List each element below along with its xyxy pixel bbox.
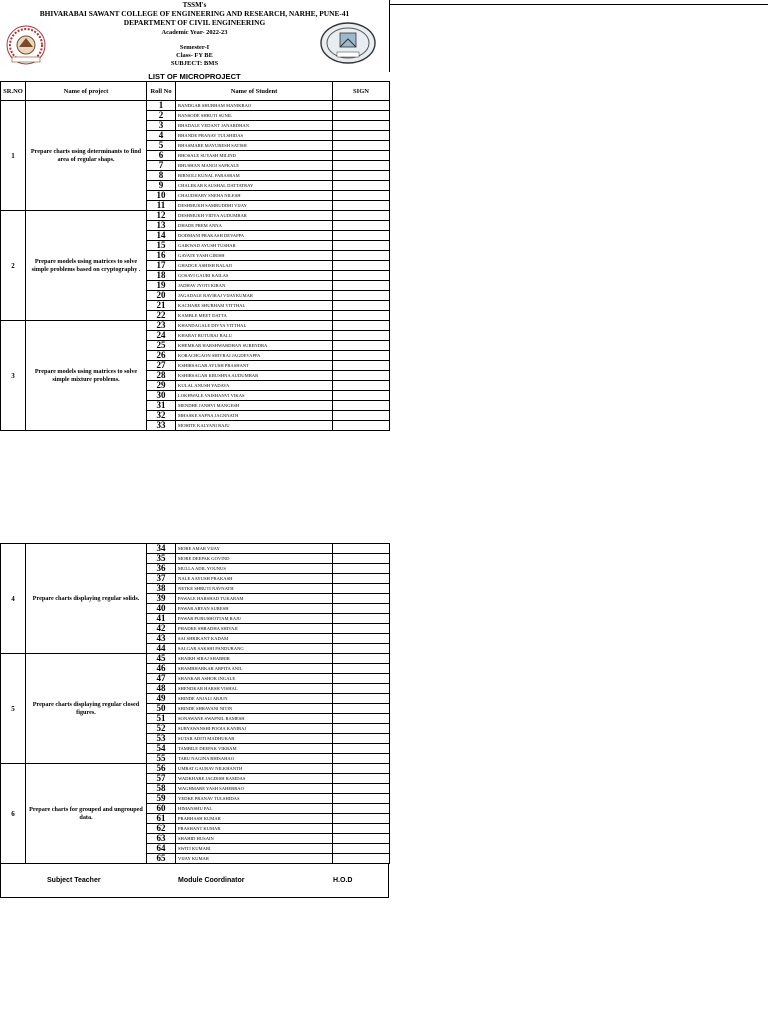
trust-name: TSSM's xyxy=(182,1,207,9)
roll-number: 46 xyxy=(147,664,176,674)
sign-cell[interactable] xyxy=(333,604,390,614)
roll-number: 9 xyxy=(147,181,176,191)
student-name: TAMBILE DEEPAK VIKRAM xyxy=(176,744,333,754)
student-name: KAMBLE MEET DATTA xyxy=(176,311,333,321)
roll-number: 37 xyxy=(147,574,176,584)
project-title: Prepare charts displaying regular solids. xyxy=(26,544,147,654)
student-name: BANDGAR SHUBHAM MANIKRAO xyxy=(176,101,333,111)
roll-number: 13 xyxy=(147,221,176,231)
roll-number: 56 xyxy=(147,764,176,774)
roll-number: 5 xyxy=(147,141,176,151)
sign-cell[interactable] xyxy=(333,251,390,261)
roll-number: 16 xyxy=(147,251,176,261)
sign-cell[interactable] xyxy=(333,331,390,341)
roll-number: 7 xyxy=(147,161,176,171)
sign-cell[interactable] xyxy=(333,694,390,704)
student-name: SURYAWANSHI POOJA KANIRAJ xyxy=(176,724,333,734)
roll-number: 14 xyxy=(147,231,176,241)
roll-number: 52 xyxy=(147,724,176,734)
sign-cell[interactable] xyxy=(333,401,390,411)
sign-cell[interactable] xyxy=(333,381,390,391)
column-roll: Roll No xyxy=(147,82,176,101)
roll-number: 33 xyxy=(147,421,176,431)
student-name: JADHAV JYOTI KIRAN xyxy=(176,281,333,291)
department-name: DEPARTMENT OF CIVIL ENGINEERING xyxy=(123,18,266,27)
student-name: KULAL ANUSH YADAVA xyxy=(176,381,333,391)
roll-number: 32 xyxy=(147,411,176,421)
student-name: DODMANI PRAKASH DEVAPPA xyxy=(176,231,333,241)
page-rule xyxy=(390,4,768,5)
roll-number: 47 xyxy=(147,674,176,684)
student-name: DESHMUKH VIDYA AUDUMBAR xyxy=(176,211,333,221)
sign-cell[interactable] xyxy=(333,141,390,151)
roll-number: 24 xyxy=(147,331,176,341)
sign-cell[interactable] xyxy=(333,644,390,654)
roll-number: 19 xyxy=(147,281,176,291)
roll-number: 25 xyxy=(147,341,176,351)
roll-number: 10 xyxy=(147,191,176,201)
table-row xyxy=(1,654,390,664)
project-sr-no: 1 xyxy=(1,101,26,211)
student-name: PHADKE SHRADHA SHIVAJI xyxy=(176,624,333,634)
project-sr-no: 5 xyxy=(1,654,26,764)
list-title: LIST OF MICROPROJECT xyxy=(148,72,241,81)
roll-number: 26 xyxy=(147,351,176,361)
sheet-page-1 xyxy=(0,0,390,432)
roll-number: 21 xyxy=(147,301,176,311)
student-name: MORE DEEPAK GOVIND xyxy=(176,554,333,564)
sign-cell[interactable] xyxy=(333,754,390,764)
student-name: PRASHANT KUMAR xyxy=(176,824,333,834)
sign-cell[interactable] xyxy=(333,594,390,604)
sign-cell[interactable] xyxy=(333,584,390,594)
document-header xyxy=(0,0,390,81)
sign-cell[interactable] xyxy=(333,411,390,421)
roll-number: 3 xyxy=(147,121,176,131)
student-name: BHANDE PRANAV TULSHIDAS xyxy=(176,131,333,141)
sign-cell[interactable] xyxy=(333,361,390,371)
student-name: GAVATE YASH GIRISH xyxy=(176,251,333,261)
roll-number: 54 xyxy=(147,744,176,754)
roll-number: 18 xyxy=(147,271,176,281)
department-emblem-logo xyxy=(319,21,377,65)
student-name: KHARAT RUTURAJ BALU xyxy=(176,331,333,341)
sign-cell[interactable] xyxy=(333,704,390,714)
sign-cell[interactable] xyxy=(333,281,390,291)
hod-label: H.O.D xyxy=(333,877,353,884)
sign-cell[interactable] xyxy=(333,121,390,131)
sign-cell[interactable] xyxy=(333,191,390,201)
sign-cell[interactable] xyxy=(333,171,390,181)
roll-number: 20 xyxy=(147,291,176,301)
table-row xyxy=(1,211,390,221)
sign-cell[interactable] xyxy=(333,161,390,171)
sign-cell[interactable] xyxy=(333,774,390,784)
subject: SUBJECT: BMS xyxy=(170,60,219,67)
student-name: KACHARE SHUBHAM VITTHAL xyxy=(176,301,333,311)
student-name: HIMANSHU PAL xyxy=(176,804,333,814)
student-name: WAGHMARE YASH SAHEBRAO xyxy=(176,784,333,794)
sign-cell[interactable] xyxy=(333,554,390,564)
sign-cell[interactable] xyxy=(333,624,390,634)
student-name: GAIKWAD AYUSH TUSHAR xyxy=(176,241,333,251)
student-name: SHANKAR ASHOK INGALE xyxy=(176,674,333,684)
sign-cell[interactable] xyxy=(333,311,390,321)
student-name: MENDHE JANHVI MANGESH xyxy=(176,401,333,411)
table-header-row xyxy=(1,82,390,101)
student-name: GHADGE ASHISH BALAJI xyxy=(176,261,333,271)
roll-number: 62 xyxy=(147,824,176,834)
student-name: YEDKE PRANAV TULSHIDAS xyxy=(176,794,333,804)
student-name: PAWAR ARYAN SURESH xyxy=(176,604,333,614)
roll-number: 57 xyxy=(147,774,176,784)
student-name: VIJAY KUMAR xyxy=(176,854,333,864)
sign-cell[interactable] xyxy=(333,834,390,844)
microproject-table-1 xyxy=(0,81,390,431)
roll-number: 65 xyxy=(147,854,176,864)
sign-cell[interactable] xyxy=(333,854,390,864)
roll-number: 64 xyxy=(147,844,176,854)
roll-number: 41 xyxy=(147,614,176,624)
sign-cell[interactable] xyxy=(333,151,390,161)
roll-number: 30 xyxy=(147,391,176,401)
roll-number: 2 xyxy=(147,111,176,121)
student-name: KHEMKAR HARSHWARDHAN SURENDRA xyxy=(176,341,333,351)
roll-number: 42 xyxy=(147,624,176,634)
roll-number: 1 xyxy=(147,101,176,111)
student-name: TARU NAGINA BHISAHAO xyxy=(176,754,333,764)
roll-number: 12 xyxy=(147,211,176,221)
sign-cell[interactable] xyxy=(333,241,390,251)
student-name: SHENDKAR HARSH VISHAL xyxy=(176,684,333,694)
sign-cell[interactable] xyxy=(333,101,390,111)
student-name: DHADE PREM ANNA xyxy=(176,221,333,231)
roll-number: 49 xyxy=(147,694,176,704)
sign-cell[interactable] xyxy=(333,231,390,241)
microproject-table-2 xyxy=(0,543,390,864)
roll-number: 29 xyxy=(147,381,176,391)
sign-cell[interactable] xyxy=(333,421,390,431)
student-name: KHANDAGALE DIVYA VITTHAL xyxy=(176,321,333,331)
table-row xyxy=(1,764,390,774)
academic-year: Academic Year- 2022-23 xyxy=(161,29,228,36)
sign-cell[interactable] xyxy=(333,291,390,301)
project-sr-no: 2 xyxy=(1,211,26,321)
roll-number: 63 xyxy=(147,834,176,844)
roll-number: 17 xyxy=(147,261,176,271)
sign-cell[interactable] xyxy=(333,221,390,231)
project-title: Prepare models using matrices to solve simple problems based on cryptography . xyxy=(26,211,147,321)
roll-number: 43 xyxy=(147,634,176,644)
student-name: SHINDE ANJALI ARJUN xyxy=(176,694,333,704)
roll-number: 48 xyxy=(147,684,176,694)
student-name: KORACHGAON SHIVRAJ JAGDEVAPPA xyxy=(176,351,333,361)
column-student: Name of Student xyxy=(176,82,333,101)
student-name: MORE AMAR VIJAY xyxy=(176,544,333,554)
subject-teacher-label: Subject Teacher xyxy=(47,877,101,884)
roll-number: 58 xyxy=(147,784,176,794)
roll-number: 61 xyxy=(147,814,176,824)
sign-cell[interactable] xyxy=(333,341,390,351)
sign-cell[interactable] xyxy=(333,674,390,684)
project-sr-no: 6 xyxy=(1,764,26,864)
student-name: JAGADALE RAVIRAJ VIJAYKUMAR xyxy=(176,291,333,301)
sign-cell[interactable] xyxy=(333,804,390,814)
project-title: Prepare models using matrices to solve simple mixture problems. xyxy=(26,321,147,431)
student-name: NALE AAYUSH PRAKASH xyxy=(176,574,333,584)
student-name: PAWAR PURUSHOTTAM RAJU xyxy=(176,614,333,624)
roll-number: 50 xyxy=(147,704,176,714)
student-name: DESHMUKH SAMRUDDHI VIJAY xyxy=(176,201,333,211)
sign-cell[interactable] xyxy=(333,131,390,141)
sign-cell[interactable] xyxy=(333,724,390,734)
student-name: SUTAR ADITI MADHUKAR xyxy=(176,734,333,744)
project-title: Prepare charts using determinants to find area of regular shaps. xyxy=(26,101,147,211)
sign-cell[interactable] xyxy=(333,794,390,804)
sign-cell[interactable] xyxy=(333,201,390,211)
roll-number: 59 xyxy=(147,794,176,804)
sheet-page-2 xyxy=(0,543,390,899)
student-name: BHADALE VEDANT JANARDHAN xyxy=(176,121,333,131)
sign-cell[interactable] xyxy=(333,784,390,794)
roll-number: 6 xyxy=(147,151,176,161)
roll-number: 38 xyxy=(147,584,176,594)
table-row xyxy=(1,544,390,554)
sign-cell[interactable] xyxy=(333,301,390,311)
column-sr-no: SR.NO xyxy=(1,82,26,101)
roll-number: 4 xyxy=(147,131,176,141)
table-row xyxy=(1,321,390,331)
sign-cell[interactable] xyxy=(333,824,390,834)
roll-number: 40 xyxy=(147,604,176,614)
student-name: BANSODE SHRUTI SUNIL xyxy=(176,111,333,121)
roll-number: 44 xyxy=(147,644,176,654)
roll-number: 28 xyxy=(147,371,176,381)
college-name: BHIVARABAI SAWANT COLLEGE OF ENGINEERING AND RESEARCH, NARHE, PUNE-41 xyxy=(39,9,350,18)
sign-cell[interactable] xyxy=(333,734,390,744)
student-name: MULLA ADIL YOUNUS xyxy=(176,564,333,574)
signature-footer xyxy=(0,864,389,898)
sign-cell[interactable] xyxy=(333,814,390,824)
roll-number: 31 xyxy=(147,401,176,411)
table-row xyxy=(1,101,390,111)
student-name: UMRAT GAURAV NILKHANTH xyxy=(176,764,333,774)
student-name: WADKHARE JAGDISH RAMDAS xyxy=(176,774,333,784)
student-name: KSHIRSAGAR KRUSHNA AUDUMBAR xyxy=(176,371,333,381)
student-name: SAI SHRIKANT KADAM xyxy=(176,634,333,644)
student-name: CHALEKAR KAUSHAL DATTATRAY xyxy=(176,181,333,191)
student-name: CHAUDHARY SNEHA NILESH xyxy=(176,191,333,201)
column-project: Name of project xyxy=(26,82,147,101)
project-sr-no: 4 xyxy=(1,544,26,654)
project-title: Prepare charts for grouped and ungrouped data. xyxy=(26,764,147,864)
roll-number: 22 xyxy=(147,311,176,321)
sign-cell[interactable] xyxy=(333,744,390,754)
sign-cell[interactable] xyxy=(333,271,390,281)
sign-cell[interactable] xyxy=(333,564,390,574)
student-name: SWITI KUMARI xyxy=(176,844,333,854)
project-sr-no: 3 xyxy=(1,321,26,431)
roll-number: 36 xyxy=(147,564,176,574)
sign-cell[interactable] xyxy=(333,181,390,191)
roll-number: 45 xyxy=(147,654,176,664)
roll-number: 23 xyxy=(147,321,176,331)
project-title: Prepare charts displaying regular closed figures. xyxy=(26,654,147,764)
sign-cell[interactable] xyxy=(333,111,390,121)
roll-number: 8 xyxy=(147,171,176,181)
sign-cell[interactable] xyxy=(333,544,390,554)
student-name: MHASKE SAPNA JAGNNATH xyxy=(176,411,333,421)
sign-cell[interactable] xyxy=(333,391,390,401)
column-sign: SIGN xyxy=(333,82,390,101)
student-name: SHINDE SHRAVANI NITIN xyxy=(176,704,333,714)
roll-number: 55 xyxy=(147,754,176,764)
student-name: NETKE SHRUTI NAVNATH xyxy=(176,584,333,594)
sign-cell[interactable] xyxy=(333,634,390,644)
student-name: SONAWANE SWAPNIL RAMESH xyxy=(176,714,333,724)
student-name: SALGAR SAKSHI PANDURANG xyxy=(176,644,333,654)
roll-number: 15 xyxy=(147,241,176,251)
student-name: PAWALE HARSHAD TUKARAM xyxy=(176,594,333,604)
roll-number: 35 xyxy=(147,554,176,564)
roll-number: 11 xyxy=(147,201,176,211)
sign-cell[interactable] xyxy=(333,351,390,361)
student-name: PRABHASH KUMAR xyxy=(176,814,333,824)
student-name: LOKHWALE VAISHANVI VIKAS xyxy=(176,391,333,401)
roll-number: 53 xyxy=(147,734,176,744)
student-name: SHAHID HUSAIN xyxy=(176,834,333,844)
student-name: SHAIKH SIRAJ SHABBIR xyxy=(176,654,333,664)
sign-cell[interactable] xyxy=(333,844,390,854)
student-name: MOHITE KALYANI RAJU xyxy=(176,421,333,431)
sign-cell[interactable] xyxy=(333,654,390,664)
student-name: BHUSHAN MANOJ SAPKALE xyxy=(176,161,333,171)
class-name: Class- FY BE xyxy=(176,52,213,59)
student-name: BHASMARE MAYURESH SATISH xyxy=(176,141,333,151)
student-name: GOSAVI GAURI KAILAS xyxy=(176,271,333,281)
college-seal-logo xyxy=(4,24,48,66)
roll-number: 60 xyxy=(147,804,176,814)
module-coordinator-label: Module Coordinator xyxy=(178,877,245,884)
sign-cell[interactable] xyxy=(333,684,390,694)
semester: Semester-I xyxy=(179,44,210,51)
sign-cell[interactable] xyxy=(333,664,390,674)
sign-cell[interactable] xyxy=(333,321,390,331)
roll-number: 27 xyxy=(147,361,176,371)
sign-cell[interactable] xyxy=(333,614,390,624)
student-name: SHAMBHARKAR ARPITA ANIL xyxy=(176,664,333,674)
student-name: BIRNOLI KUNAL PARASRAM xyxy=(176,171,333,181)
sign-cell[interactable] xyxy=(333,211,390,221)
sign-cell[interactable] xyxy=(333,714,390,724)
roll-number: 34 xyxy=(147,544,176,554)
roll-number: 51 xyxy=(147,714,176,724)
student-name: BHOSALE SUYASH MILIND xyxy=(176,151,333,161)
sign-cell[interactable] xyxy=(333,261,390,271)
sign-cell[interactable] xyxy=(333,574,390,584)
student-name: KSHIRSAGAR AYUSH PRASHANT xyxy=(176,361,333,371)
roll-number: 39 xyxy=(147,594,176,604)
sign-cell[interactable] xyxy=(333,371,390,381)
sign-cell[interactable] xyxy=(333,764,390,774)
